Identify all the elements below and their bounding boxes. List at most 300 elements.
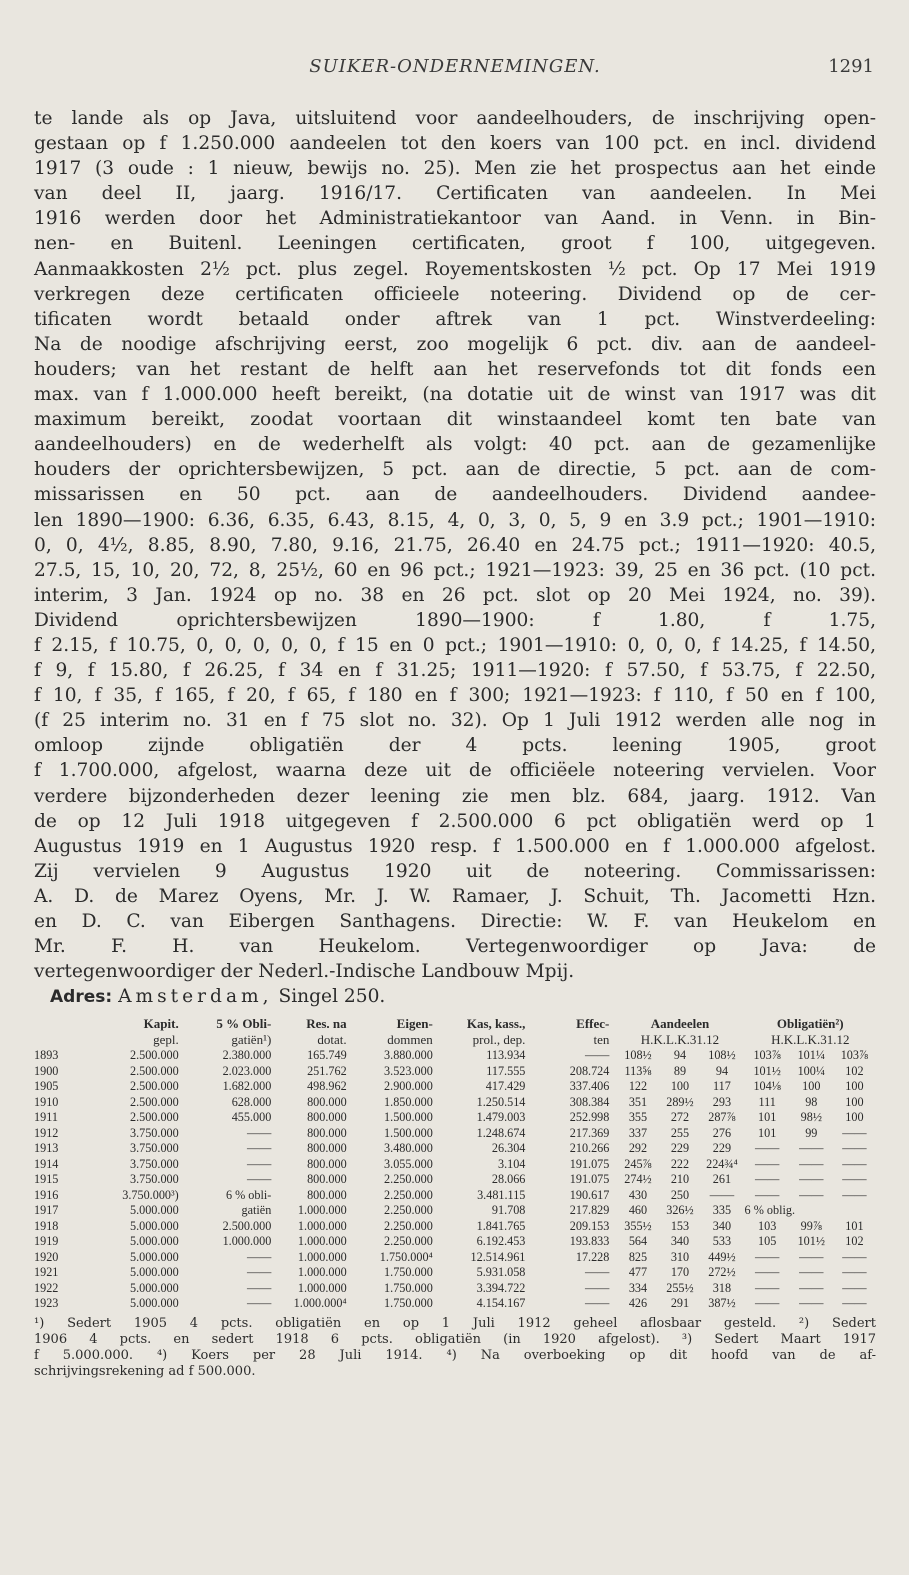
table-cell: —— bbox=[799, 1187, 824, 1202]
table-cell: 222 bbox=[670, 1156, 690, 1171]
table-cell: 5.000.000 bbox=[129, 1280, 179, 1295]
table-cell: 108½ bbox=[708, 1048, 736, 1063]
text-line: len 1890—1900: 6.36, 6.35, 6.43, 8.15, 4, 0, 3, 0, 5, 9 en 3.9 pct.; 1901—1910: bbox=[34, 509, 876, 531]
text-line: van deel II, jaarg. 1916/17. Certificaten van aandeelen. In Mei bbox=[34, 183, 876, 205]
table-cell: —— bbox=[246, 1172, 272, 1187]
table-row bbox=[34, 1296, 876, 1312]
text-line: f 1.700.000, afgelost, waarna deze uit de officiëele noteering vervielen. Voor bbox=[34, 760, 876, 782]
table-cell: 98½ bbox=[800, 1110, 822, 1125]
column-header: Obligatiën²) bbox=[776, 1016, 844, 1032]
table-cell: 104⅛ bbox=[753, 1079, 781, 1094]
text-line: A. D. de Marez Oyens, Mr. J. W. Ramaer, J. Schuit, Th. Jacometti Hzn. bbox=[34, 885, 876, 907]
column-header: Eigen- bbox=[396, 1016, 433, 1032]
table-row bbox=[34, 1234, 876, 1250]
table-header-row bbox=[34, 1032, 876, 1048]
table-cell: 272 bbox=[670, 1110, 690, 1125]
table-cell: —— bbox=[842, 1265, 867, 1280]
running-title: SUIKER-ONDERNEMINGEN. bbox=[309, 56, 601, 77]
footnote-line: f 5.000.000. ⁴) Koers per 28 Juli 1914. ⁴) Na overboeking op dit hoofd van de af- bbox=[34, 1348, 876, 1364]
table-cell: 261 bbox=[712, 1172, 732, 1187]
page-number: 1291 bbox=[828, 56, 874, 77]
table-cell: 2.500.000 bbox=[222, 1218, 272, 1233]
table-cell: 89 bbox=[673, 1063, 687, 1078]
table-cell: 3.055.000 bbox=[384, 1156, 433, 1171]
table-cell: 100 bbox=[845, 1079, 864, 1094]
year-cell: 1910 bbox=[34, 1094, 59, 1109]
column-header bbox=[34, 1016, 90, 1032]
table-cell: 111 bbox=[758, 1094, 776, 1109]
table-cell: —— bbox=[584, 1048, 610, 1063]
table-cell: 209.153 bbox=[569, 1218, 610, 1233]
text-line: omloop zijnde obligatiën der 4 pcts. leening 1905, groot bbox=[34, 735, 876, 757]
table-cell: 224¾⁴ bbox=[706, 1156, 738, 1171]
table-cell: 417.429 bbox=[485, 1079, 526, 1094]
table-cell: —— bbox=[754, 1187, 780, 1202]
table-cell: 229 bbox=[712, 1141, 732, 1156]
page-header bbox=[34, 56, 876, 86]
table-cell: —— bbox=[754, 1172, 780, 1187]
table-row bbox=[34, 1203, 876, 1219]
table-cell: —— bbox=[246, 1125, 272, 1140]
table-cell: 4.154.167 bbox=[476, 1296, 526, 1311]
table-cell: —— bbox=[799, 1265, 824, 1280]
text-line: de op 12 Juli 1918 uitgegeven f 2.500.000 6 pct obligatiën werd op 1 bbox=[34, 810, 876, 832]
table-cell: 340 bbox=[712, 1218, 732, 1233]
table-cell: —— bbox=[584, 1280, 610, 1295]
table-cell: 252.998 bbox=[569, 1110, 610, 1125]
table-cell: 289½ bbox=[666, 1094, 694, 1109]
text-line: houders; van het restant de helft aan het reservefonds tot dit fonds een bbox=[34, 358, 876, 380]
table-cell: —— bbox=[754, 1296, 780, 1311]
table-cell: 101½ bbox=[753, 1063, 781, 1078]
table-cell: 2.500.000 bbox=[129, 1048, 179, 1063]
table-cell: 3.481.115 bbox=[477, 1187, 526, 1202]
table-cell: 250 bbox=[670, 1187, 690, 1202]
table-cell: —— bbox=[754, 1249, 780, 1264]
table-cell: 292 bbox=[628, 1141, 648, 1156]
table-cell: 335 bbox=[712, 1203, 732, 1218]
table-cell: 800.000 bbox=[307, 1125, 347, 1140]
text-line: gestaan op f 1.250.000 aandeelen tot den koers van 100 pct. en incl. dividend bbox=[34, 133, 876, 155]
table-cell: gatiën bbox=[241, 1203, 272, 1218]
table-cell: 101¼ bbox=[797, 1048, 825, 1063]
table-cell: 102 bbox=[845, 1234, 864, 1249]
year-cell: 1911 bbox=[34, 1110, 58, 1125]
table-cell: 5.931.058 bbox=[476, 1265, 526, 1280]
table-cell: 3.750.000 bbox=[129, 1156, 179, 1171]
table-cell: 100 bbox=[845, 1110, 864, 1125]
table-cell: 193.833 bbox=[569, 1234, 610, 1249]
table-cell: 455.000 bbox=[231, 1110, 272, 1125]
text-line: Na de noodige afschrijving eerst, zoo mogelijk 6 pct. div. aan de aandeel- bbox=[34, 333, 876, 355]
column-header: Kas, kass., bbox=[466, 1016, 526, 1032]
column-header: Kapit. bbox=[143, 1016, 179, 1032]
table-cell bbox=[790, 1203, 833, 1219]
table-cell: 800.000 bbox=[307, 1172, 347, 1187]
address-line bbox=[34, 984, 876, 1010]
table-cell: 122 bbox=[628, 1079, 648, 1094]
table-cell: 533 bbox=[712, 1234, 732, 1249]
table-cell: 310 bbox=[670, 1249, 690, 1264]
text-line: vertegenwoordiger der Nederl.-Indische Landbouw Mpij. bbox=[34, 961, 575, 983]
table-cell: —— bbox=[754, 1156, 780, 1171]
table-cell: 26.304 bbox=[491, 1141, 526, 1156]
table-cell: 255½ bbox=[666, 1280, 694, 1295]
table-cell: 291 bbox=[670, 1296, 690, 1311]
table-cell: 1.250.514 bbox=[476, 1094, 526, 1109]
table-cell: 3.394.722 bbox=[476, 1280, 526, 1295]
table-cell: 355½ bbox=[624, 1218, 652, 1233]
table-cell: 3.523.000 bbox=[384, 1063, 433, 1078]
column-header: 5 % Obli- bbox=[216, 1016, 272, 1032]
text-line: Dividend oprichtersbewijzen 1890—1900: f 1.80, f 1.75, bbox=[34, 609, 876, 631]
table-cell: —— bbox=[799, 1141, 824, 1156]
table-cell: 1.000.000 bbox=[297, 1218, 347, 1233]
table-cell: 800.000 bbox=[307, 1156, 347, 1171]
table-cell: —— bbox=[584, 1296, 610, 1311]
table-cell: 800.000 bbox=[307, 1110, 347, 1125]
table-cell: 101 bbox=[758, 1110, 777, 1125]
table-cell: 351 bbox=[628, 1094, 648, 1109]
text-line: Augustus 1919 en 1 Augustus 1920 resp. f 1.500.000 en f 1.000.000 afgelost. bbox=[34, 835, 876, 857]
table-cell: 98 bbox=[805, 1094, 818, 1109]
table-cell: 5.000.000 bbox=[129, 1296, 179, 1311]
text-line: max. van f 1.000.000 heeft bereikt, (na dotatie uit de winst van 1917 was dit bbox=[34, 384, 876, 406]
table-cell: 1.750.000 bbox=[384, 1265, 433, 1280]
year-cell: 1905 bbox=[34, 1079, 59, 1094]
text-line: maximum bereikt, zoodat voortaan dit winstaandeel komt ten bate van bbox=[34, 409, 876, 431]
table-cell: 17.228 bbox=[575, 1249, 610, 1264]
table-cell: 113.934 bbox=[486, 1048, 526, 1063]
text-line: f 10, f 35, f 165, f 20, f 65, f 180 en f 300; 1921—1923: f 110, f 50 en f 100, bbox=[34, 685, 876, 707]
table-cell: 477 bbox=[628, 1265, 648, 1280]
table-cell: 6 % oblig. bbox=[744, 1203, 795, 1218]
table-cell: —— bbox=[842, 1156, 867, 1171]
table-cell: 2.250.000 bbox=[384, 1172, 433, 1187]
table-row bbox=[34, 1141, 876, 1157]
table-cell: 326½ bbox=[666, 1203, 694, 1218]
table-cell: 387½ bbox=[708, 1296, 736, 1311]
table-cell: 100 bbox=[670, 1079, 690, 1094]
table-cell: —— bbox=[842, 1172, 867, 1187]
column-header bbox=[34, 1032, 90, 1048]
table-cell: 274½ bbox=[624, 1172, 652, 1187]
table-row bbox=[34, 1064, 876, 1080]
table-cell: 99⅞ bbox=[800, 1218, 822, 1233]
text-line: interim, 3 Jan. 1924 op no. 38 en 26 pct. slot op 20 Mei 1924, no. 39). bbox=[34, 584, 876, 606]
table-cell: 3.750.000³) bbox=[122, 1187, 179, 1202]
year-cell: 1915 bbox=[34, 1172, 59, 1187]
table-cell: 2.250.000 bbox=[384, 1218, 433, 1233]
table-cell: 1.841.765 bbox=[476, 1218, 526, 1233]
year-cell: 1916 bbox=[34, 1187, 59, 1202]
table-cell: 2.023.000 bbox=[222, 1063, 272, 1078]
table-cell: 103⅞ bbox=[753, 1048, 781, 1063]
table-cell: —— bbox=[246, 1156, 272, 1171]
table-cell: 318 bbox=[712, 1280, 732, 1295]
table-cell: 100¼ bbox=[797, 1063, 825, 1078]
table-cell: —— bbox=[246, 1280, 272, 1295]
year-cell: 1919 bbox=[34, 1234, 59, 1249]
text-line: f 2.15, f 10.75, 0, 0, 0, 0, 0, f 15 en 0 pct.; 1901—1910: 0, 0, 0, f 14.25, f 14.50, bbox=[34, 634, 876, 656]
year-cell: 1914 bbox=[34, 1156, 59, 1171]
column-header: dommen bbox=[387, 1032, 433, 1048]
table-cell: 255 bbox=[670, 1125, 690, 1140]
table-cell: —— bbox=[842, 1249, 867, 1264]
table-cell: 94 bbox=[673, 1048, 687, 1063]
table-cell: 2.250.000 bbox=[384, 1203, 433, 1218]
table-cell: 94 bbox=[715, 1063, 729, 1078]
table-cell: 117 bbox=[713, 1079, 731, 1094]
year-cell: 1912 bbox=[34, 1125, 59, 1140]
text-line: 0, 0, 4½, 8.85, 8.90, 7.80, 9.16, 21.75, 26.40 en 24.75 pct.; 1911—1920: 40.5, bbox=[34, 534, 876, 556]
address-label: Adres: bbox=[50, 987, 113, 1008]
table-cell: 91.708 bbox=[491, 1203, 526, 1218]
footnotes bbox=[34, 1316, 876, 1381]
table-cell: 210.266 bbox=[569, 1141, 610, 1156]
table-cell: —— bbox=[754, 1141, 780, 1156]
column-header: dotat. bbox=[317, 1032, 347, 1048]
table-cell: 2.500.000 bbox=[129, 1079, 179, 1094]
table-row bbox=[34, 1265, 876, 1281]
column-header: prol., dep. bbox=[472, 1032, 526, 1048]
text-line: en D. C. van Eibergen Santhagens. Directie: W. F. van Heukelom en bbox=[34, 911, 876, 932]
year-cell: 1921 bbox=[34, 1265, 59, 1280]
year-cell: 1917 bbox=[34, 1203, 59, 1218]
table-cell: —— bbox=[842, 1125, 867, 1140]
table-cell: 2.500.000 bbox=[129, 1110, 179, 1125]
table-cell: 334 bbox=[628, 1280, 648, 1295]
text-line: missarissen en 50 pct. aan de aandeelhouders. Dividend aandee- bbox=[34, 484, 876, 506]
footnote-line: 1906 4 pcts. en sedert 1918 6 pcts. obligatiën (in 1920 afgelost). ³) Sedert Maart 1917 bbox=[34, 1331, 876, 1347]
table-row bbox=[34, 1079, 876, 1095]
table-cell: —— bbox=[842, 1141, 867, 1156]
table-cell: —— bbox=[799, 1249, 824, 1264]
year-cell: 1923 bbox=[34, 1296, 59, 1311]
column-header: Aandeelen bbox=[650, 1016, 710, 1032]
table-cell: 191.075 bbox=[569, 1156, 610, 1171]
table-cell: 1.000.000 bbox=[297, 1280, 347, 1295]
column-header: H.K.L.K.31.12 bbox=[771, 1032, 850, 1048]
footnote-line: ¹) Sedert 1905 4 pcts. obligatiën en op 1 Juli 1912 geheel aflosbaar gesteld. ²) Sedert bbox=[34, 1315, 876, 1331]
table-cell: —— bbox=[246, 1249, 272, 1264]
table-cell: —— bbox=[754, 1265, 780, 1280]
table-cell: 1.682.000 bbox=[222, 1079, 272, 1094]
table-cell bbox=[833, 1203, 876, 1219]
column-header: gatiën¹) bbox=[231, 1032, 272, 1048]
year-cell: 1900 bbox=[34, 1063, 59, 1078]
table-cell: —— bbox=[754, 1280, 780, 1295]
table-cell: 1.750.000 bbox=[384, 1280, 433, 1295]
table-cell: —— bbox=[584, 1265, 610, 1280]
table-cell: 100 bbox=[802, 1079, 821, 1094]
table-cell: 1.479.003 bbox=[476, 1110, 526, 1125]
table-row bbox=[34, 1250, 876, 1266]
table-cell: —— bbox=[842, 1296, 867, 1311]
table-cell: 102 bbox=[845, 1063, 864, 1078]
table-cell: 6.192.453 bbox=[476, 1234, 526, 1249]
table-cell: 430 bbox=[628, 1187, 648, 1202]
text-line: aandeelhouders) en de wederhelft als volgt: 40 pct. aan de gezamenlijke bbox=[34, 434, 876, 456]
table-cell: 170 bbox=[670, 1265, 690, 1280]
table-cell: 308.384 bbox=[569, 1094, 610, 1109]
table-cell: 1.000.000 bbox=[297, 1265, 347, 1280]
table-cell: 217.369 bbox=[569, 1125, 610, 1140]
table-row bbox=[34, 1281, 876, 1297]
table-row bbox=[34, 1048, 876, 1064]
table-cell: 208.724 bbox=[569, 1063, 610, 1078]
text-line: 27.5, 15, 10, 20, 72, 8, 25½, 60 en 96 pct.; 1921—1923: 39, 25 en 36 pct. (10 pct. bbox=[34, 559, 876, 581]
table-cell: 117.555 bbox=[486, 1063, 526, 1078]
table-cell: 1.750.000 bbox=[384, 1296, 433, 1311]
table-cell: 800.000 bbox=[307, 1094, 347, 1109]
document-page bbox=[34, 56, 876, 1381]
table-cell: 28.066 bbox=[491, 1172, 526, 1187]
table-cell: 113⅝ bbox=[624, 1063, 652, 1078]
text-line: verkregen deze certificaten officieele noteering. Dividend op de cer- bbox=[34, 283, 876, 305]
table-cell: 800.000 bbox=[307, 1141, 347, 1156]
text-line: Aanmaakkosten 2½ pct. plus zegel. Royementskosten ½ pct. Op 17 Mei 1919 bbox=[34, 258, 876, 280]
table-cell: 5.000.000 bbox=[129, 1203, 179, 1218]
table-cell: 2.250.000 bbox=[384, 1187, 433, 1202]
table-cell: 101 bbox=[758, 1125, 777, 1140]
table-cell: 2.500.000 bbox=[129, 1094, 179, 1109]
text-line: nen- en Buitenl. Leeningen certificaten, groot f 100, uitgegeven. bbox=[34, 233, 876, 255]
table-cell: 1.000.000 bbox=[222, 1234, 272, 1249]
table-cell: 287⅞ bbox=[708, 1110, 736, 1125]
text-line: Zij vervielen 9 Augustus 1920 uit de noteering. Commissarissen: bbox=[34, 860, 876, 882]
year-cell: 1922 bbox=[34, 1280, 59, 1295]
table-cell: 105 bbox=[758, 1234, 777, 1249]
footnote-line: schrijvingsrekening ad f 500.000. bbox=[34, 1364, 256, 1380]
year-cell: 1893 bbox=[34, 1048, 59, 1063]
table-cell: 3.104 bbox=[497, 1156, 526, 1171]
table-cell: 1.000.000 bbox=[297, 1234, 347, 1249]
table-cell: 825 bbox=[628, 1249, 648, 1264]
table-cell: 1.500.000 bbox=[384, 1110, 433, 1125]
table-cell: 99 bbox=[805, 1125, 818, 1140]
year-cell: 1920 bbox=[34, 1249, 59, 1264]
table-cell: —— bbox=[842, 1187, 867, 1202]
table-cell: 101½ bbox=[797, 1234, 825, 1249]
text-line: verdere bijzonderheden dezer leening zie men blz. 684, jaarg. 1912. Van bbox=[34, 785, 876, 807]
table-cell: 2.500.000 bbox=[129, 1063, 179, 1078]
table-row bbox=[34, 1157, 876, 1173]
address-street: Singel 250. bbox=[278, 986, 386, 1008]
table-cell: 498.962 bbox=[307, 1079, 347, 1094]
table-cell: 6 % obli- bbox=[225, 1187, 272, 1202]
table-row bbox=[34, 1219, 876, 1235]
table-cell: 426 bbox=[628, 1296, 648, 1311]
table-row bbox=[34, 1095, 876, 1111]
table-cell: 3.750.000 bbox=[129, 1172, 179, 1187]
column-header: Effec- bbox=[576, 1016, 610, 1032]
table-cell: 3.750.000 bbox=[129, 1125, 179, 1140]
text-line: 1916 werden door het Administratiekantoor van Aand. in Venn. in Bin- bbox=[34, 208, 876, 230]
table-cell: —— bbox=[842, 1280, 867, 1295]
table-cell: 245⅞ bbox=[624, 1156, 652, 1171]
table-cell: 3.480.000 bbox=[384, 1141, 433, 1156]
column-header: gepl. bbox=[153, 1032, 179, 1048]
table-cell: 1.850.000 bbox=[384, 1094, 433, 1109]
table-cell: 355 bbox=[628, 1110, 648, 1125]
table-cell: 337 bbox=[628, 1125, 648, 1140]
text-line: Mr. F. H. van Heukelom. Vertegenwoordiger op Java: de bbox=[34, 936, 876, 958]
table-cell: 217.829 bbox=[569, 1203, 610, 1218]
table-cell: 5.000.000 bbox=[129, 1234, 179, 1249]
year-cell: 1913 bbox=[34, 1141, 59, 1156]
text-line: (f 25 interim no. 31 en f 75 slot no. 32). Op 1 Juli 1912 werden alle nog in bbox=[34, 710, 876, 732]
table-cell: 1.000.000⁴ bbox=[293, 1296, 347, 1311]
table-cell: 5.000.000 bbox=[129, 1265, 179, 1280]
financial-table bbox=[34, 1016, 876, 1312]
table-cell: 210 bbox=[670, 1172, 690, 1187]
text-line: tificaten wordt betaald onder aftrek van 1 pct. Winstverdeeling: bbox=[34, 308, 876, 330]
table-cell: 251.762 bbox=[307, 1063, 347, 1078]
table-cell: 5.000.000 bbox=[129, 1218, 179, 1233]
table-cell: —— bbox=[246, 1141, 272, 1156]
table-cell: 1.500.000 bbox=[384, 1125, 433, 1140]
table-cell: 337.406 bbox=[569, 1079, 610, 1094]
table-header-row bbox=[34, 1016, 876, 1032]
table-cell: 340 bbox=[670, 1234, 690, 1249]
table-cell: 1.000.000 bbox=[297, 1249, 347, 1264]
year-cell: 1918 bbox=[34, 1218, 59, 1233]
table-body bbox=[34, 1048, 876, 1312]
table-cell: 276 bbox=[712, 1125, 732, 1140]
table-cell: 3.880.000 bbox=[384, 1048, 433, 1063]
table-cell: —— bbox=[799, 1296, 824, 1311]
table-cell: 460 bbox=[628, 1203, 648, 1218]
table-row bbox=[34, 1188, 876, 1204]
column-header: Res. na bbox=[306, 1016, 347, 1032]
table-cell: 229 bbox=[670, 1141, 690, 1156]
table-row bbox=[34, 1126, 876, 1142]
table-cell: 449½ bbox=[708, 1249, 736, 1264]
table-cell: 103⅞ bbox=[840, 1048, 869, 1063]
table-cell: 272½ bbox=[708, 1265, 736, 1280]
table-cell: 190.617 bbox=[569, 1187, 610, 1202]
text-line: houders der oprichtersbewijzen, 5 pct. aan de directie, 5 pct. aan de com- bbox=[34, 459, 876, 481]
table-cell: 564 bbox=[628, 1234, 648, 1249]
table-cell: 165.749 bbox=[307, 1048, 347, 1063]
table-row bbox=[34, 1172, 876, 1188]
text-line: 1917 (3 oude : 1 nieuw, bewijs no. 25). Men zie het prospectus aan het einde bbox=[34, 158, 876, 180]
table-cell: 628.000 bbox=[231, 1094, 272, 1109]
text-line: f 9, f 15.80, f 26.25, f 34 en f 31.25; 1911—1920: f 57.50, f 53.75, f 22.50, bbox=[34, 660, 876, 682]
table-cell: 2.380.000 bbox=[222, 1048, 272, 1063]
table-cell: —— bbox=[709, 1187, 735, 1202]
table-cell: 12.514.961 bbox=[470, 1249, 526, 1264]
column-header: H.K.L.K.31.12 bbox=[640, 1032, 720, 1048]
table-cell: 191.075 bbox=[569, 1172, 610, 1187]
table-cell: 1.750.000⁴ bbox=[379, 1249, 433, 1264]
table-cell: 2.250.000 bbox=[384, 1234, 433, 1249]
table-cell: 3.750.000 bbox=[129, 1141, 179, 1156]
table-cell: 153 bbox=[670, 1218, 690, 1233]
body-text bbox=[34, 106, 876, 984]
table-cell: 100 bbox=[845, 1094, 864, 1109]
table-cell: 103 bbox=[758, 1218, 777, 1233]
table-cell: —— bbox=[246, 1296, 272, 1311]
table-cell: 800.000 bbox=[307, 1187, 347, 1202]
table-cell: —— bbox=[246, 1265, 272, 1280]
table-cell: 293 bbox=[712, 1094, 732, 1109]
address-city: Amsterdam, bbox=[118, 986, 273, 1008]
column-header: ten bbox=[593, 1032, 610, 1048]
table-cell: 101 bbox=[845, 1218, 864, 1233]
table-cell: —— bbox=[799, 1172, 824, 1187]
